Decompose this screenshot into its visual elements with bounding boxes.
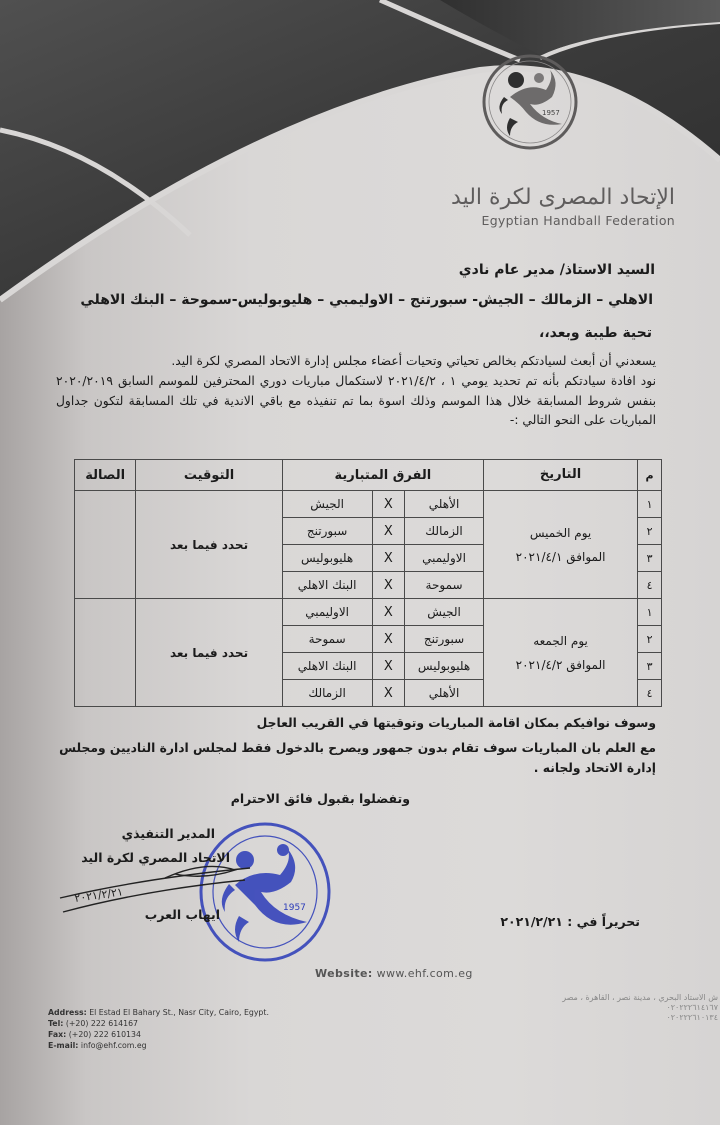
match-time: تحدد فيما بعد <box>136 491 282 599</box>
home-team: سموحة <box>405 572 484 599</box>
website-label: Website: <box>315 967 373 980</box>
tel-value: (+20) 222 614167 <box>65 1019 138 1028</box>
home-team: الأهلي <box>405 491 484 518</box>
match-hall <box>75 491 136 599</box>
match-num: ٣ <box>638 653 662 680</box>
match-time: تحدد فيما بعد <box>136 599 282 707</box>
match-day: يوم الجمعه <box>533 633 588 648</box>
federation-logo-icon <box>480 52 580 152</box>
tel-arabic: ٠٢٠٢٢٢٦١٤١٦٧ <box>666 1003 718 1012</box>
home-team: هليوبوليس <box>405 653 484 680</box>
fax-value: (+20) 222 610134 <box>68 1030 141 1039</box>
footer-contact-arabic <box>562 993 718 1023</box>
match-num: ٢ <box>638 518 662 545</box>
fax-arabic: ٠٢٠٢٢٢٦١٠١٣٤ <box>666 1013 718 1022</box>
match-num: ٢ <box>638 626 662 653</box>
match-num: ١ <box>638 491 662 518</box>
header-num: م <box>638 460 662 491</box>
away-team: الاوليمبي <box>282 599 372 626</box>
paragraph-schedule: نود افادة سيادتكم بأنه تم تحديد يومي ١ ، ٢٠٢١/٤/٢ لاستكمال مباريات دوري المحترفين للموسم السابق ٢٠٢٠/٢٠١٩ بنفس شروط المسابقة خلال هذا الموسم وذلك اسوة بما تم تنفيذه مع باقي الاندية في تلك المسابقة لتكون جداول المباريات على النحو التالي :- <box>56 374 657 427</box>
table-row <box>75 491 662 518</box>
away-team: سموحة <box>282 626 372 653</box>
email-value[interactable]: info@ehf.com.eg <box>80 1041 147 1050</box>
table-header-row <box>75 460 662 491</box>
home-team: سبورتنج <box>405 626 484 653</box>
paragraph-intro: يسعدني أن أبعث لسيادتكم بخالص تحياتي وتحيات أعضاء مجلس إدارة الاتحاد المصري لكرة اليد. <box>171 354 656 368</box>
svg-text:1957: 1957 <box>542 109 560 117</box>
away-team: هليوبوليس <box>282 545 372 572</box>
vs-mark: X <box>372 572 405 599</box>
header-date: التاريخ <box>483 460 637 491</box>
header-time: التوقيت <box>136 460 282 491</box>
note-no-audience: مع العلم بان المباريات سوف تقام بدون جمهور ويصرح بالدخول فقط لمجلس ادارة الناديين ومجلس إدارة الاتحاد ولجانه . <box>59 741 656 775</box>
written-date: تحريراً في : ٢٠٢١/٢/٢١ <box>500 914 640 929</box>
match-date: الموافق ٢٠٢١/٤/١ <box>515 549 606 564</box>
org-name-english: Egyptian Handball Federation <box>481 213 675 228</box>
signature-org: الاتحاد المصري لكرة اليد <box>81 850 230 865</box>
vs-mark: X <box>372 518 405 545</box>
signature-title: المدير التنفيذي <box>121 826 215 841</box>
away-team: الزمالك <box>282 680 372 707</box>
vs-mark: X <box>372 626 405 653</box>
signatory-name: ايهاب العرب <box>144 907 220 922</box>
vs-mark: X <box>372 491 405 518</box>
vs-mark: X <box>372 680 405 707</box>
vs-mark: X <box>372 653 405 680</box>
header-teams: الفرق المتبارية <box>282 460 483 491</box>
org-name-arabic: الإتحاد المصرى لكرة اليد <box>451 185 675 210</box>
fax-label: Fax: <box>48 1030 67 1039</box>
match-hall <box>75 599 136 707</box>
table-row <box>75 599 662 626</box>
closing: وتفضلوا بقبول فائق الاحترام <box>230 791 410 806</box>
match-num: ٣ <box>638 545 662 572</box>
header-hall: الصالة <box>75 460 136 491</box>
match-date-cell <box>483 599 637 707</box>
away-team: البنك الاهلي <box>282 572 372 599</box>
away-team: البنك الاهلي <box>282 653 372 680</box>
away-team: سبورتنج <box>282 518 372 545</box>
match-date-cell <box>483 491 637 599</box>
match-num: ٤ <box>638 680 662 707</box>
address-arabic: ش الاستاد البحري ، مدينة نصر ، القاهرة ، مصر <box>562 993 718 1002</box>
home-team: الزمالك <box>405 518 484 545</box>
away-team: الجيش <box>282 491 372 518</box>
match-num: ٤ <box>638 572 662 599</box>
vs-mark: X <box>372 545 405 572</box>
clubs-line: الاهلي – الزمالك – الجيش- سبورتنج – الاوليمبي – هليوبوليس-سموحة – البنك الاهلي <box>80 292 653 308</box>
note-venue: وسوف نوافيكم بمكان اقامة المباريات وتوقيتها في القريب العاجل <box>256 716 656 730</box>
addressee: السيد الاستاذ/ مدير عام نادي <box>458 262 655 278</box>
footer-contact-english <box>48 1007 269 1051</box>
email-label: E-mail: <box>48 1041 79 1050</box>
address-value: El Estad El Bahary St., Nasr City, Cairo, Egypt. <box>89 1008 269 1017</box>
svg-text:٢٠٢١/٢/٢١: ٢٠٢١/٢/٢١ <box>73 885 124 905</box>
match-num: ١ <box>638 599 662 626</box>
home-team: الاوليمبي <box>405 545 484 572</box>
svg-text:1957: 1957 <box>283 903 306 913</box>
match-day: يوم الخميس <box>529 525 592 540</box>
footer-website <box>315 967 473 980</box>
vs-mark: X <box>372 599 405 626</box>
address-label: Address: <box>48 1008 87 1017</box>
home-team: الجيش <box>405 599 484 626</box>
greeting: تحية طيبة وبعد،، <box>539 325 652 341</box>
match-schedule-table <box>74 459 662 707</box>
tel-label: Tel: <box>48 1019 64 1028</box>
match-date: الموافق ٢٠٢١/٤/٢ <box>515 657 606 672</box>
home-team: الأهلي <box>405 680 484 707</box>
website-url[interactable]: www.ehf.com.eg <box>376 967 473 980</box>
